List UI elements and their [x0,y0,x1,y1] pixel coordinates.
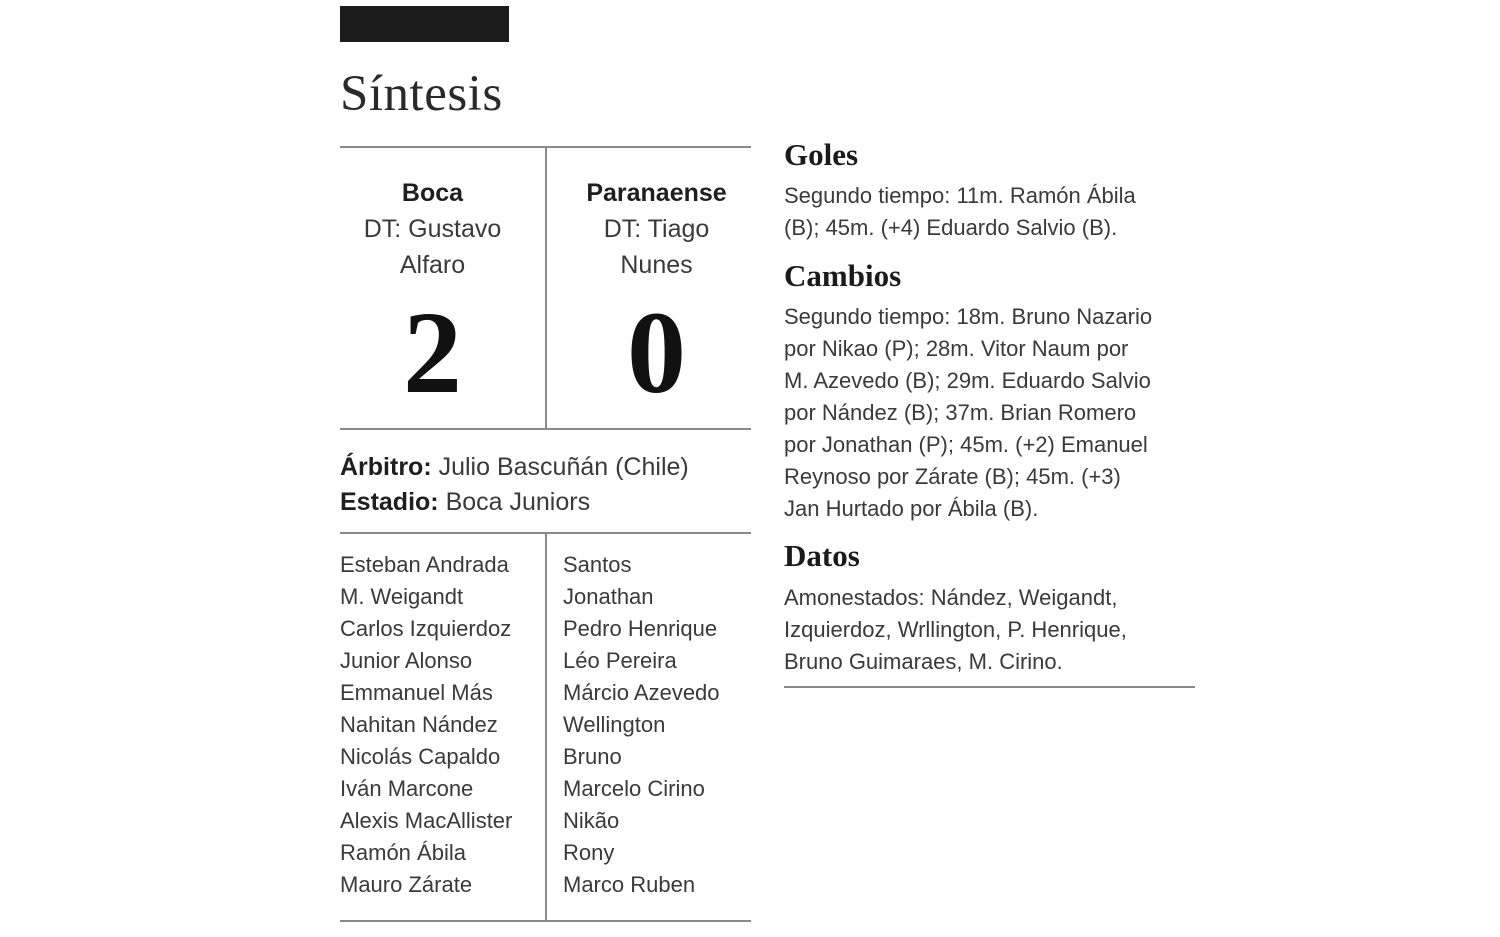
away-player: Pedro Henrique [563,616,718,641]
substitutions-line: por Jonathan (P); 45m. (+2) Emanuel [784,432,1148,457]
away-team-block [554,175,759,283]
referee-label: Árbitro: [340,453,432,481]
lineups-bottom-rule [340,920,751,922]
home-player: Carlos Izquierdoz [340,616,512,641]
referee-row [340,450,689,485]
home-score: 2 [403,287,462,418]
home-coach-line-2: Alfaro [399,251,466,279]
substitutions-text [784,301,1204,525]
stadium-row [340,485,689,520]
away-player: Marco Ruben [563,872,696,897]
data-heading: Datos [784,538,860,573]
home-player: M. Weigandt [340,584,464,609]
goals-text [784,180,1204,244]
substitutions-heading: Cambios [784,258,902,293]
home-lineup [340,549,512,901]
home-team-block [330,175,535,283]
home-player: Ramón Ábila [340,840,466,865]
away-player: Bruno [563,744,622,769]
away-player: Léo Pereira [563,648,677,673]
match-info [340,450,689,520]
home-coach-line-1: DT: Gustavo [363,215,502,243]
away-team-name: Paranaense [586,179,727,207]
data-line: Amonestados: Nández, Weigandt, [784,585,1118,610]
substitutions-line: Segundo tiempo: 18m. Bruno Nazario [784,304,1153,329]
away-coach-line-2: Nunes [620,251,693,279]
goals-line: (B); 45m. (+4) Eduardo Salvio (B). [784,215,1118,240]
data-line: Bruno Guimaraes, M. Cirino. [784,649,1063,674]
away-lineup [563,549,720,901]
home-player: Esteban Andrada [340,552,509,577]
home-player: Nahitan Nández [340,712,498,737]
home-team-name: Boca [401,179,464,207]
home-player: Nicolás Capaldo [340,744,501,769]
referee-value: Julio Bascuñán (Chile) [431,453,689,481]
stadium-value: Boca Juniors [438,488,591,516]
substitutions-line: Jan Hurtado por Ábila (B). [784,496,1039,521]
substitutions-line: por Nikao (P); 28m. Vitor Naum por [784,336,1129,361]
goals-heading: Goles [784,137,859,172]
stadium-label: Estadio: [340,488,439,516]
data-line: Izquierdoz, Wrllington, P. Henrique, [784,617,1127,642]
home-player: Emmanuel Más [340,680,493,705]
lineups-divider [545,534,547,920]
home-player: Junior Alonso [340,648,473,673]
away-score: 0 [627,287,686,418]
right-column-bottom-rule [784,686,1195,688]
home-player: Alexis MacAllister [340,808,513,833]
scoreboard-divider [545,148,547,428]
away-player: Marcelo Cirino [563,776,705,801]
away-player: Nikão [563,808,620,833]
away-player: Jonathan [563,584,654,609]
data-text [784,582,1204,678]
section-label-bar [340,6,509,42]
away-player: Márcio Azevedo [563,680,720,705]
substitutions-line: M. Azevedo (B); 29m. Eduardo Salvio [784,368,1151,393]
home-player: Iván Marcone [340,776,474,801]
substitutions-line: por Nández (B); 37m. Brian Romero [784,400,1137,425]
away-player: Rony [563,840,615,865]
away-player: Santos [563,552,632,577]
away-player: Wellington [563,712,666,737]
page-title: Síntesis [340,66,503,122]
home-player: Mauro Zárate [340,872,473,897]
goals-line: Segundo tiempo: 11m. Ramón Ábila [784,183,1136,208]
scoreboard-bottom-rule [340,428,751,430]
substitutions-line: Reynoso por Zárate (B); 45m. (+3) [784,464,1121,489]
away-coach-line-1: DT: Tiago [603,215,710,243]
